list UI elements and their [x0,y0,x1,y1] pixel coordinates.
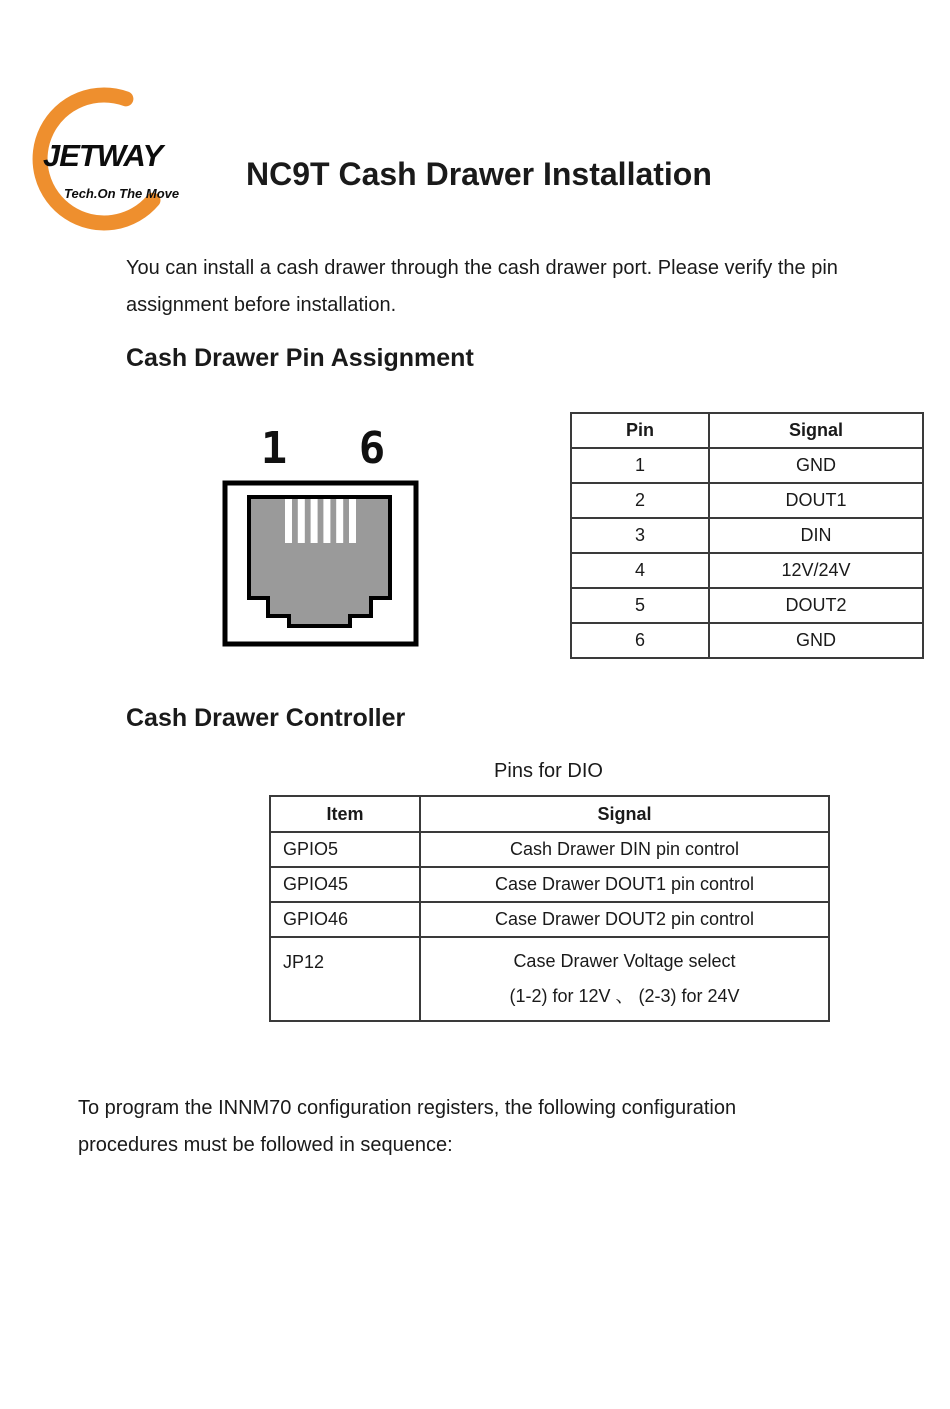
pin-cell: 6 [571,623,709,658]
table-row [270,867,829,902]
pin-cell: 4 [571,553,709,588]
footer-line-1: To program the INNM70 configuration registers, the following configuration [78,1097,737,1119]
pin-cell: 2 [571,483,709,518]
connector-pin1-label: 1 [260,423,288,474]
signal-cell: Case Drawer DOUT1 pin control [420,867,829,902]
column-header-signal: Signal [709,413,923,448]
footer-paragraph [78,1090,736,1164]
column-header-signal: Signal [420,796,829,832]
pin-assignment-table [570,412,924,659]
column-header-pin: Pin [571,413,709,448]
table-row [270,832,829,867]
section-heading-pin-assignment: Cash Drawer Pin Assignment [126,344,474,372]
logo-brand-text: JETWAY [43,138,163,173]
signal-cell: Cash Drawer DIN pin control [420,832,829,867]
signal-cell: Case Drawer DOUT2 pin control [420,902,829,937]
intro-line-2: assignment before installation. [126,294,397,316]
footer-line-2: procedures must be followed in sequence: [78,1134,453,1156]
signal-cell: DIN [709,518,923,553]
signal-cell: DOUT2 [709,588,923,623]
dio-table-caption: Pins for DIO [494,760,603,782]
jetway-logo [24,84,239,244]
pin-cell: 5 [571,588,709,623]
table-header-row [571,413,923,448]
table-row [571,623,923,658]
table-row [571,553,923,588]
item-cell: GPIO46 [270,902,420,937]
item-cell: GPIO45 [270,867,420,902]
signal-line-1: Case Drawer Voltage select [513,951,736,971]
pin-cell: 1 [571,448,709,483]
table-row [270,902,829,937]
signal-cell: DOUT1 [709,483,923,518]
dio-pins-table [269,795,830,1022]
rj11-jack-icon [222,480,419,647]
signal-cell: GND [709,448,923,483]
connector-pin6-label: 6 [358,423,386,474]
section-heading-controller: Cash Drawer Controller [126,704,406,732]
column-header-item: Item [270,796,420,832]
intro-paragraph [126,250,838,324]
intro-line-1: You can install a cash drawer through the cash drawer port. Please verify the pin [126,257,838,279]
table-row [571,518,923,553]
rj11-connector-diagram [222,424,419,649]
page-title: NC9T Cash Drawer Installation [246,156,712,192]
table-row [571,448,923,483]
signal-cell [420,937,829,1021]
table-header-row [270,796,829,832]
table-row [571,588,923,623]
logo-tagline-text: Tech.On The Move [64,186,180,201]
signal-cell: GND [709,623,923,658]
pin-cell: 3 [571,518,709,553]
signal-line-2: (1-2) for 12V 、 (2-3) for 24V [509,986,740,1006]
item-cell: GPIO5 [270,832,420,867]
signal-cell: 12V/24V [709,553,923,588]
item-cell: JP12 [270,937,420,1021]
table-row [270,937,829,1021]
table-row [571,483,923,518]
